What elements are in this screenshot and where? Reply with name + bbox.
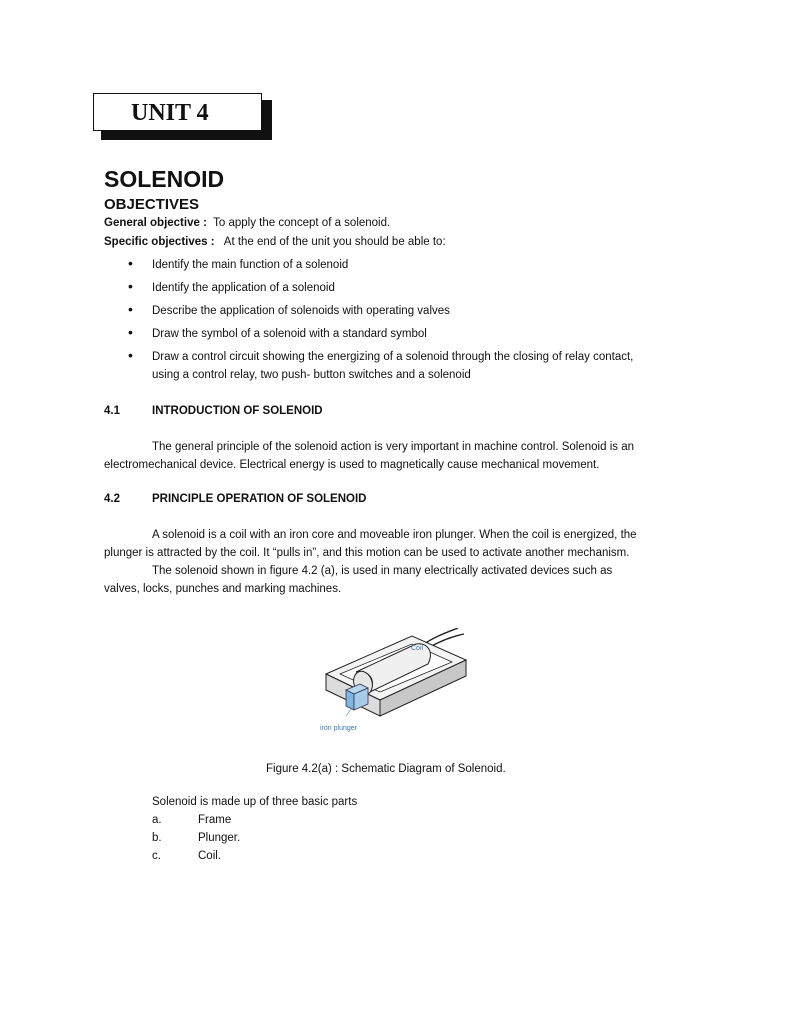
list-item-continuation: using a control relay, two push- button switches and a solenoid bbox=[152, 369, 471, 381]
paragraph-line: electromechanical device. Electrical energy is used to magnetically cause mechanical movement. bbox=[104, 459, 600, 471]
paragraph-line: valves, locks, punches and marking machines. bbox=[104, 583, 342, 595]
bullet-icon: • bbox=[128, 255, 133, 271]
specific-objective-label: Specific objectives : bbox=[104, 236, 215, 248]
general-objective-label: General objective : bbox=[104, 217, 207, 229]
paragraph-line: The solenoid shown in figure 4.2 (a), is used in many electrically activated devices such as bbox=[152, 565, 613, 577]
objectives-heading: OBJECTIVES bbox=[104, 196, 200, 213]
parts-item: Plunger. bbox=[198, 832, 241, 844]
list-item: Identify the main function of a solenoid bbox=[152, 259, 349, 271]
list-item: Describe the application of solenoids with operating valves bbox=[152, 305, 450, 317]
section-number: 4.2 bbox=[104, 493, 120, 505]
specific-objective bbox=[104, 236, 446, 248]
general-objective bbox=[104, 217, 390, 229]
general-objective-text: To apply the concept of a solenoid. bbox=[213, 217, 391, 229]
list-item: Draw a control circuit showing the energizing of a solenoid through the closing of relay contact, bbox=[152, 351, 634, 363]
bullet-icon: • bbox=[128, 324, 133, 340]
list-item: Draw the symbol of a solenoid with a standard symbol bbox=[152, 328, 427, 340]
bullet-icon: • bbox=[128, 347, 133, 363]
specific-objective-text: At the end of the unit you should be able to: bbox=[223, 236, 446, 248]
paragraph-line: plunger is attracted by the coil. It “pulls in”, and this motion can be used to activate another mechanism. bbox=[104, 547, 630, 559]
paragraph-line: The general principle of the solenoid action is very important in machine control. Solenoid is an bbox=[152, 441, 634, 453]
list-item: Identify the application of a solenoid bbox=[152, 282, 335, 294]
parts-item: Frame bbox=[198, 814, 232, 826]
leader-line bbox=[346, 708, 352, 716]
page-title: SOLENOID bbox=[104, 166, 225, 192]
section-title: PRINCIPLE OPERATION OF SOLENOID bbox=[152, 493, 367, 505]
plunger-front bbox=[346, 690, 354, 710]
solenoid-diagram bbox=[316, 628, 476, 736]
bullet-icon: • bbox=[128, 301, 133, 317]
parts-letter: a. bbox=[152, 814, 162, 826]
parts-letter: c. bbox=[152, 850, 161, 862]
parts-intro: Solenoid is made up of three basic parts bbox=[152, 796, 358, 808]
plunger-label: iron plunger bbox=[320, 725, 357, 732]
section-title: INTRODUCTION OF SOLENOID bbox=[152, 405, 323, 417]
section-number: 4.1 bbox=[104, 405, 120, 417]
paragraph-line: A solenoid is a coil with an iron core and moveable iron plunger. When the coil is energized, the bbox=[152, 529, 637, 541]
parts-letter: b. bbox=[152, 832, 162, 844]
unit-label: UNIT 4 bbox=[131, 100, 209, 126]
figure-caption: Figure 4.2(a) : Schematic Diagram of Solenoid. bbox=[266, 763, 506, 775]
unit-box bbox=[93, 93, 262, 131]
bullet-icon: • bbox=[128, 278, 133, 294]
parts-item: Coil. bbox=[198, 850, 222, 862]
coil-label: Coil bbox=[411, 645, 424, 652]
